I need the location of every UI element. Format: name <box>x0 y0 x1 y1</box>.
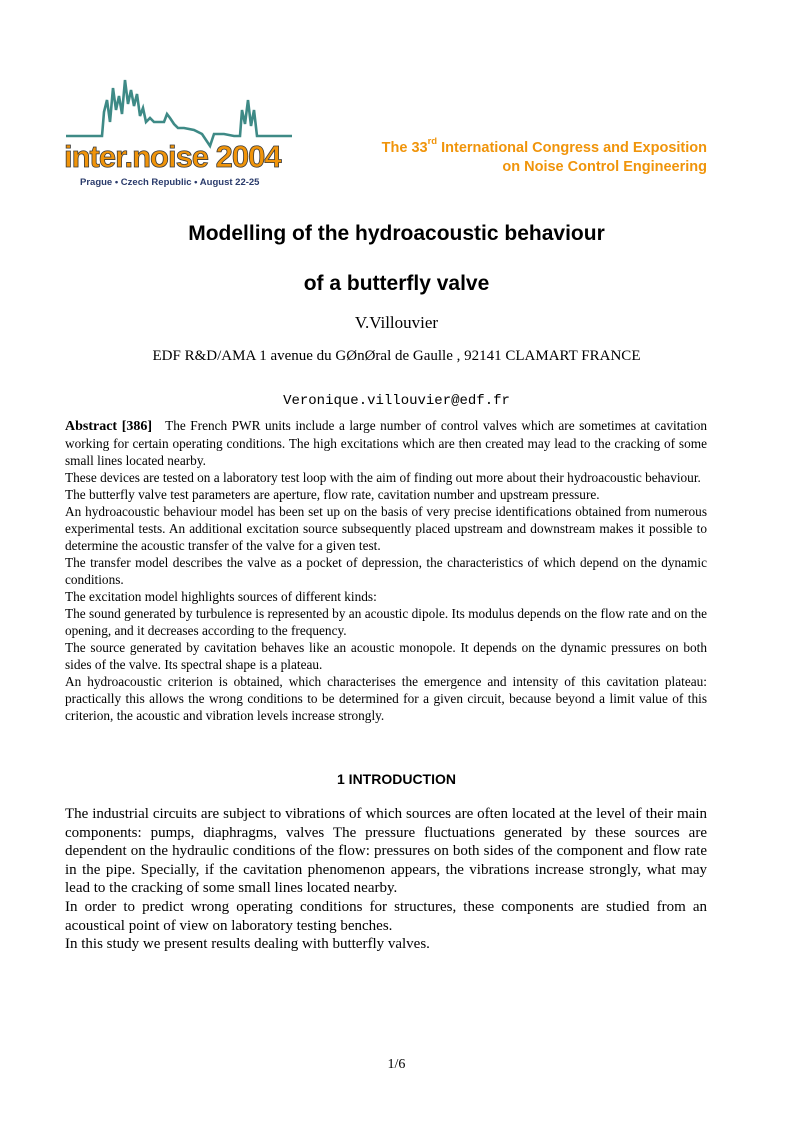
intro-paragraph: In this study we present results dealing with butterfly valves. <box>65 936 430 953</box>
abstract-paragraph: The sound generated by turbulence is represented by an acoustic dipole. Its modulus depends on the flow rate and on the opening, and it decreases according to the frequency. <box>65 606 707 638</box>
section-heading-introduction: 1 INTRODUCTION <box>337 771 456 787</box>
abstract-paragraph: An hydroacoustic criterion is obtained, which characterises the emergence and intensity of this cavitation plateau: practically this allows the wrong conditions to be determined for a given circuit, because beyond a limit value of this criterion, the acoustic and vibration levels increase strongly. <box>65 674 707 723</box>
introduction-section <box>65 805 707 954</box>
abstract-paragraph: The transfer model describes the valve as a pocket of depression, the characteristics of which depend on the dynamic conditions. <box>65 555 707 587</box>
abstract-section <box>65 417 707 724</box>
paper-title-line-2: of a butterfly valve <box>303 272 490 295</box>
abstract-paragraph: The butterfly valve test parameters are aperture, flow rate, cavitation number and upstream pressure. <box>65 487 600 502</box>
logo-subtitle: Prague • Czech Republic • August 22-25 <box>80 177 260 188</box>
paper-title-line-1: Modelling of the hydroacoustic behaviour <box>188 222 605 245</box>
congress-line-2: on Noise Control Engineering <box>502 159 707 175</box>
abstract-paragraph: These devices are tested on a laboratory test loop with the aim of finding out more about their hydroacoustic behaviour. <box>65 470 701 485</box>
author-affiliation: EDF R&D/AMA 1 avenue du GØnØral de Gaulle , 92141 CLAMART FRANCE <box>152 348 641 364</box>
logo-wordmark: inter.noise 2004 <box>64 139 281 174</box>
abstract-label: Abstract [386] <box>65 419 153 434</box>
congress-line-1: The 33rd International Congress and Exposition <box>381 136 707 156</box>
author-email: Veronique.villouvier@edf.fr <box>283 393 510 409</box>
conference-logo <box>64 70 294 192</box>
abstract-paragraph: Abstract [386] The French PWR units include a large number of control valves which are sometimes at cavitation working for certain operating conditions. The high excitations which are then created may lead to the cracking of some small lines located nearby. <box>65 418 708 468</box>
abstract-paragraph: An hydroacoustic behaviour model has been set up on the basis of very precise identifications obtained from numerous experimental tests. An additional excitation source subsequently placed upstream and downstream makes it possible to determine the acoustic transfer of the valve for a given test. <box>65 504 707 553</box>
page-number: 1/6 <box>387 1057 406 1072</box>
abstract-paragraph: The source generated by cavitation behaves like an acoustic monopole. It depends on the dynamic pressures on both sides of the valve. Its spectral shape is a plateau. <box>65 640 707 672</box>
skyline-graphic <box>64 70 294 150</box>
abstract-paragraph: The excitation model highlights sources of different kinds: <box>65 589 377 604</box>
author-name: V.Villouvier <box>354 313 439 332</box>
intro-paragraph: The industrial circuits are subject to vibrations of which sources are often located at the level of their main components: pumps, diaphragms, valves The pressure fluctuations generated by these sources are dependent on the hydraulic conditions of the flow: pressures on both sides of the component and flow rate in the pipe. Specially, if the cavitation phenomenon appears, the vibrations increase strongly, what may lead to the cracking of some small lines located nearby. <box>65 806 707 897</box>
intro-paragraph: In order to predict wrong operating conditions for structures, these components are studied from an acoustical point of view on laboratory testing benches. <box>65 898 707 934</box>
congress-banner <box>381 136 707 177</box>
